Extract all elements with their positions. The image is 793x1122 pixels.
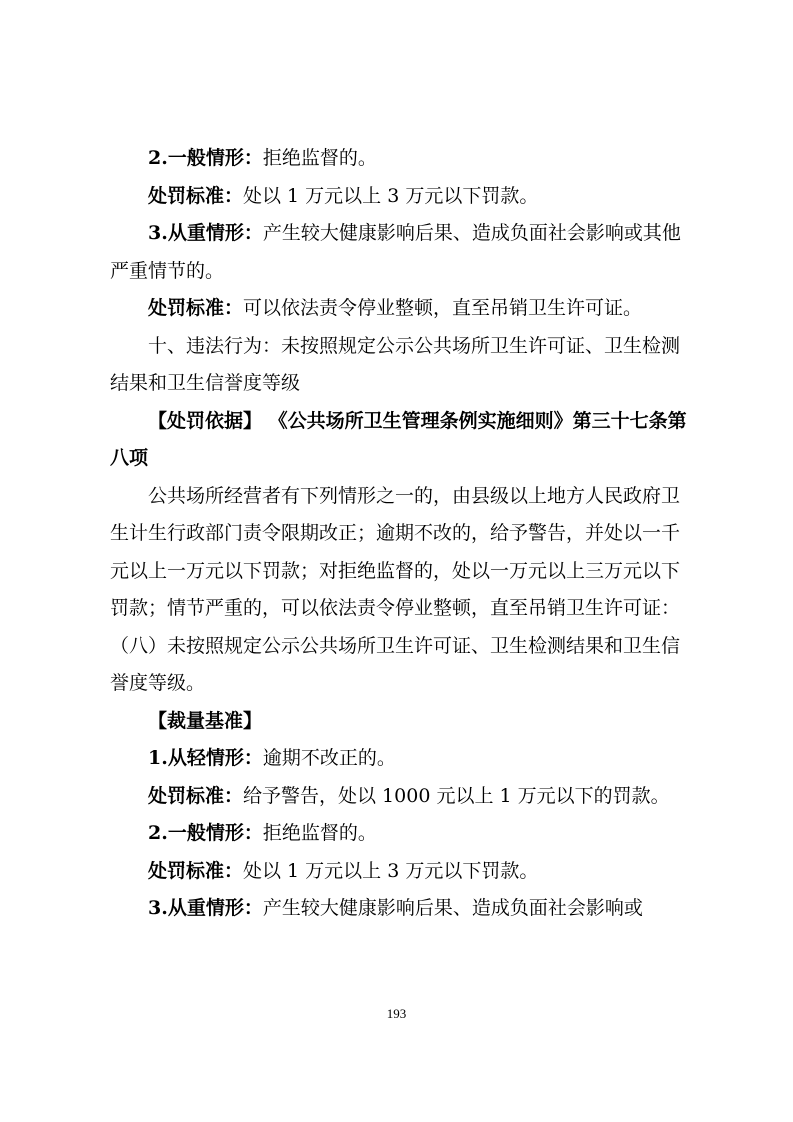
- paragraph-text: 给予警告，处以 1000 元以上 1 万元以下的罚款。: [243, 784, 670, 807]
- paragraph: [110, 778, 690, 816]
- paragraph: [110, 815, 690, 853]
- paragraph-text: 拒绝监督的。: [262, 147, 377, 169]
- paragraph-label: 2.一般情形：: [148, 822, 263, 844]
- paragraph-text: 处以 1 万元以上 3 万元以下罚款。: [243, 859, 539, 882]
- paragraph: [110, 328, 690, 403]
- paragraph: [110, 853, 690, 891]
- paragraph-label: 【裁量基准】: [148, 709, 263, 732]
- paragraph-text: 十、违法行为：未按照规定公示公共场所卫生许可证、卫生检测结果和卫生信誉度等级: [110, 334, 681, 394]
- paragraph: [110, 290, 690, 328]
- paragraph: [110, 890, 690, 928]
- paragraph-label: 处罚标准：: [148, 859, 244, 882]
- page-number: 193: [386, 1006, 407, 1021]
- paragraph-label: 处罚标准：: [148, 184, 244, 207]
- paragraph-label: 1.从轻情形：: [148, 747, 263, 769]
- paragraph-label: 2.一般情形：: [148, 147, 263, 169]
- paragraph-label: 处罚标准：: [148, 784, 244, 807]
- paragraph-text: 逾期不改正的。: [262, 747, 396, 769]
- paragraph: [110, 478, 690, 703]
- body-text: [110, 140, 690, 928]
- paragraph-label: 3.从重情形：: [148, 222, 263, 244]
- paragraph: [110, 215, 690, 290]
- paragraph: [110, 178, 690, 216]
- paragraph: [110, 740, 690, 778]
- paragraph: [110, 140, 690, 178]
- paragraph-text: 公共场所经营者有下列情形之一的，由县级以上地方人民政府卫生计生行政部门责令限期改正；逾期不改的，给予警告，并处以一千元以上一万元以下罚款；对拒绝监督的，处以一万元以上三万元以下罚款；情节严重的，可以依法责令停业整顿，直至吊销卫生许可证：（八）未按照规定公示公共场所卫生许可证、卫生检测结果和卫生信誉度等级。: [110, 484, 681, 694]
- paragraph-label: 【处罚依据】 《公共场所卫生管理条例实施细则》第三十七条第八项: [110, 409, 687, 469]
- paragraph-label: 3.从重情形：: [148, 897, 263, 919]
- paragraph-text: 处以 1 万元以上 3 万元以下罚款。: [243, 184, 539, 207]
- paragraph: [110, 703, 690, 741]
- paragraph-text: 拒绝监督的。: [262, 822, 377, 844]
- paragraph-text: 可以依法责令停业整顿，直至吊销卫生许可证。: [243, 297, 643, 319]
- paragraph-label: 处罚标准：: [148, 297, 244, 319]
- paragraph: [110, 403, 690, 478]
- paragraph-text: 产生较大健康影响后果、造成负面社会影响或其他严重情节的。: [110, 222, 681, 282]
- paragraph-text: 产生较大健康影响后果、造成负面社会影响或: [262, 897, 643, 919]
